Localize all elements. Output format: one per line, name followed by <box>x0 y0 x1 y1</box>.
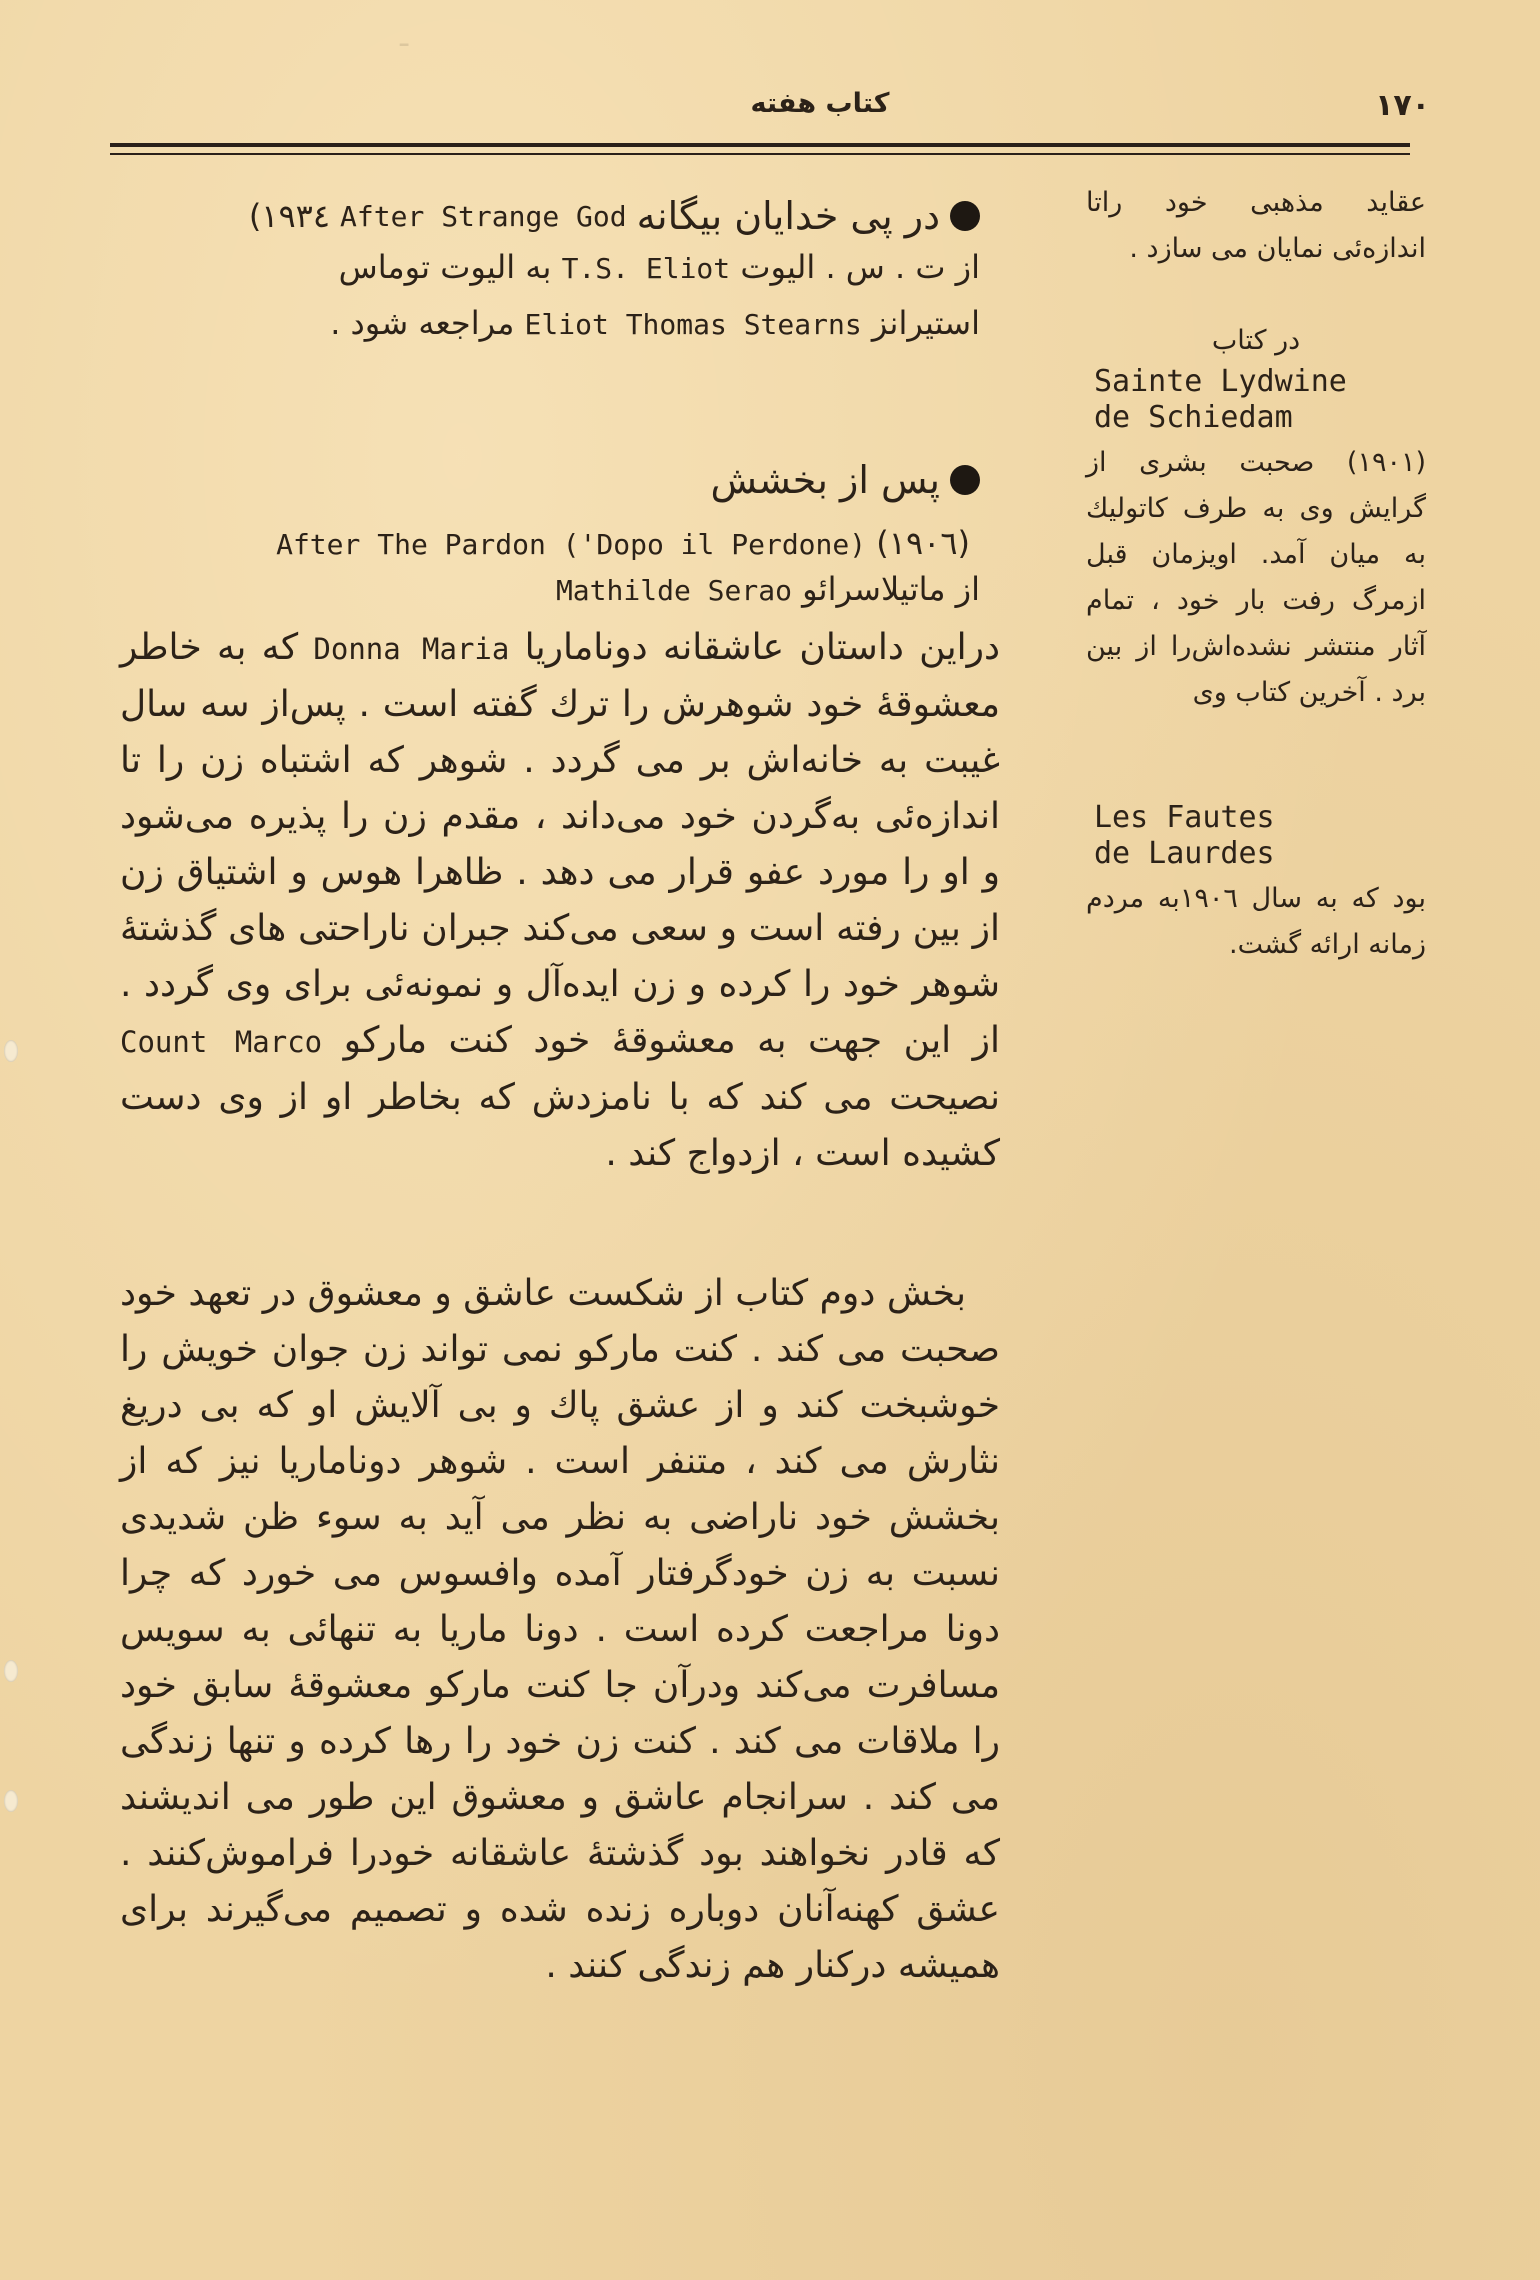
page-number: ۱۷۰ <box>1375 88 1430 123</box>
latin-title-line: Sainte Lydwine <box>1094 364 1347 399</box>
paragraph-text: که به خاطر معشوقهٔ خود شوهرش را ترك گفته است . پس‌از سه سال غیبت به خانه‌اش بر می گردد . شوهر که اشتباه زن را تا اندازه‌ئی به‌گردن خود می‌داند ، مقدم زن را پذیره می‌شود و او را مورد عفو قرار می دهد . ظاهرا هوس و اشتیاق زن از بین رفته است و سعی می‌کند جبران ناراحتی های گذشتهٔ شوهر خود را کرده و زن ایده‌آل و نمونه‌ئی برای وی گردد . از این جهت به معشوقهٔ خود کنت مارکو <box>120 627 1000 1061</box>
sidebar-paragraph: (۱۹۰۱) صحبت بشری از گرایش وی به طرف کاتولیك به میان آمد. اویزمان قبل ازمرگ رفت بار خود ، تمام آثار منتشر نشده‌اش‌را از بین برد . آخرین کتاب وی <box>1086 447 1426 708</box>
entry-author-line <box>339 248 980 286</box>
latin-title-line: de Schiedam <box>1094 400 1293 435</box>
author-latin: T.S. Eliot <box>561 252 731 285</box>
header-rule-thin <box>110 153 1410 155</box>
author-prefix: از ماتیلاسرائو <box>802 570 980 608</box>
author-latin: Mathilde Serao <box>555 574 792 607</box>
entry-title-persian: در پی خدایان بیگانه <box>636 194 940 238</box>
entry-year: (۱۹۳٤ <box>248 197 331 235</box>
entry-body-paragraph <box>120 620 1000 1182</box>
author-suffix: به الیوت توماس <box>338 248 552 286</box>
sidebar-paragraph: بود که به سال ۱۹۰٦به مردم زمانه ارائه گشت. <box>1086 883 1426 960</box>
sidebar-latin-title <box>1094 364 1434 436</box>
entry-title-english: After Strange God <box>340 199 627 233</box>
header-rule <box>110 143 1410 147</box>
name-latin: Count Marco <box>120 1025 323 1059</box>
sidebar-line: در کتاب <box>1211 325 1301 356</box>
name-latin: Donna Maria <box>313 632 510 666</box>
entry-year: (۱۹۰٦) <box>876 524 970 562</box>
entry-heading <box>249 194 980 238</box>
running-header-title: کتاب هفته <box>750 88 890 119</box>
latin-title-line: Les Fautes <box>1094 800 1275 835</box>
entry-body-paragraph: بخش دوم کتاب از شکست عاشق و معشوق در تعهد خود صحبت می کند . کنت مارکو نمی تواند زن جوان خویش را خوشبخت کند و از عشق پاك و بی آلایش او که بی دریغ نثارش می کند ، متنفر است . شوهر دوناماریا نیز که از بخشش خود ناراضی به نظر می آید به سوء ظن شدیدی نسبت به زن خودگرفتار آمده وافسوس می خورد که چرا دونا مراجعت کرده است . دونا ماریا به تنهائی به سویس مسافرت می‌کند ودرآن جا کنت مارکو معشوقهٔ سابق خود را ملاقات می کند . کنت زن خود را رها کرده و تنها زندگی می کند . سرانجام عاشق و معشوق این طور می اندیشند که قادر نخواهند بود گذشتهٔ عاشقانه خودرا فراموش‌کنند . عشق کهنه‌آنان دوباره زنده شده و تصمیم می‌گیرند برای همیشه درکنار هم زندگی کنند . <box>120 1273 1000 1986</box>
bleed-through-text: ـ <box>400 20 409 53</box>
crossref-prefix: استیرانز <box>871 304 980 342</box>
sidebar-latin-title <box>1094 800 1434 872</box>
bullet-icon <box>950 465 980 495</box>
paragraph-text: دراین داستان عاشقانه دوناماریا <box>524 627 1001 668</box>
crossref-suffix: مراجعه شود . <box>330 304 515 342</box>
paragraph-text: نصیحت می کند که با نامزدش که بخاطر او از وی دست کشیده است ، ازدواج کند . <box>120 1077 1000 1174</box>
sidebar-paragraph: عقاید مذهبی خود راتا اندازه‌ئی نمایان می سازد . <box>1086 187 1426 264</box>
entry-crossref-line <box>330 304 980 342</box>
entry-title-english-line <box>276 524 970 562</box>
latin-title-line: de Laurdes <box>1094 836 1275 871</box>
entry-author-line <box>556 570 980 608</box>
entry-title-english: After The Pardon ('Dopo il Perdone) <box>276 528 867 561</box>
author-prefix: از ت . س . الیوت <box>740 248 980 286</box>
binding-hole <box>4 1660 18 1682</box>
binding-hole <box>4 1790 18 1812</box>
entry-title-persian: پس از بخشش <box>710 458 940 502</box>
bullet-icon <box>950 201 980 231</box>
binding-hole <box>4 1040 18 1062</box>
entry-heading <box>710 458 980 502</box>
crossref-latin: Eliot Thomas Stearns <box>524 308 862 341</box>
